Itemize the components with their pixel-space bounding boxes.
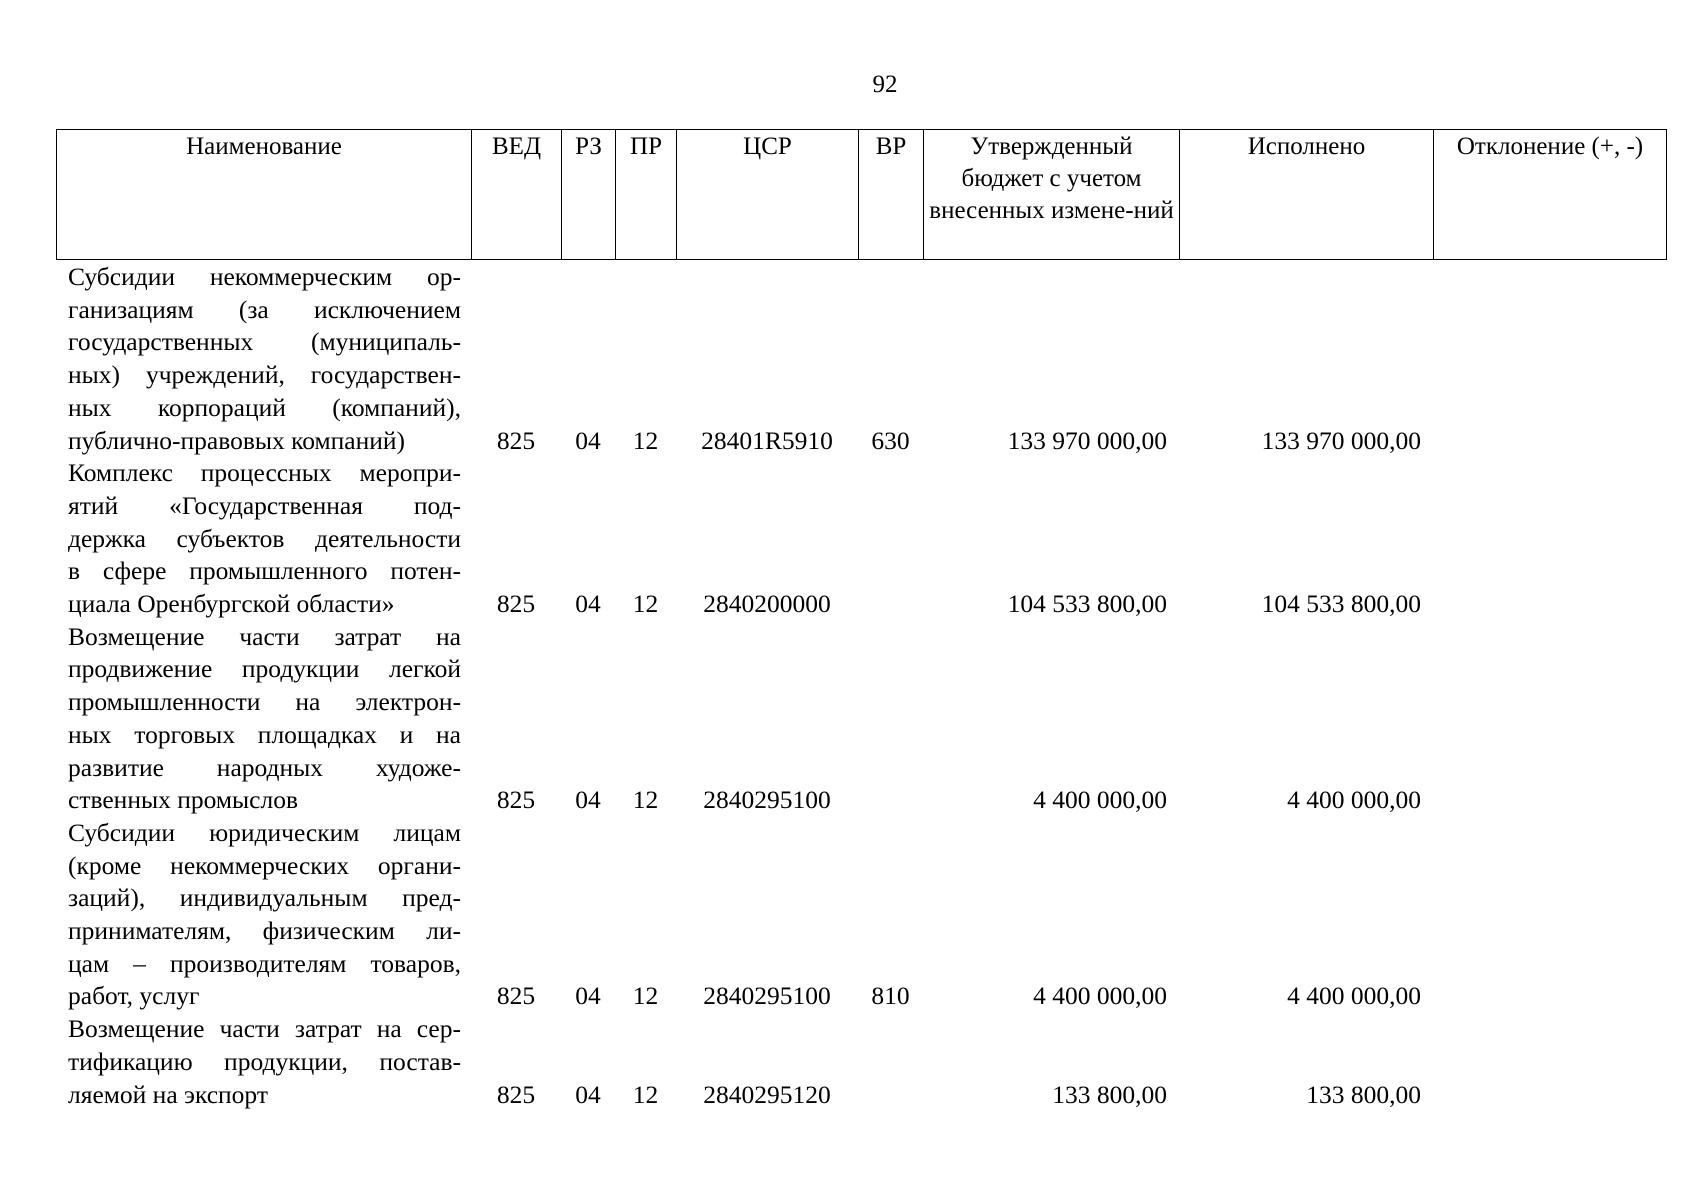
name-line: Субсидии некоммерческим ор- xyxy=(68,262,461,291)
table-row xyxy=(56,621,1666,817)
name-line: промышленности на электрон- xyxy=(68,687,461,717)
header-vr: ВР xyxy=(859,130,924,260)
cell-approved: 133 800,00 xyxy=(1052,1079,1167,1109)
table-row xyxy=(56,261,1666,457)
cell-ved: 825 xyxy=(496,589,536,619)
name-line: тификацию продукции, постав- xyxy=(68,1046,461,1076)
cell-ved: 825 xyxy=(496,981,536,1011)
table-row xyxy=(56,817,1666,1013)
cell-rz: 04 xyxy=(575,981,601,1011)
cell-pr: 12 xyxy=(632,425,659,455)
cell-pr: 12 xyxy=(632,589,659,619)
cell-name xyxy=(56,1013,471,1111)
cell-executed: 104 533 800,00 xyxy=(1261,589,1421,619)
header-csr: ЦСР xyxy=(677,130,859,260)
page-number: 92 xyxy=(872,71,898,98)
cell-approved: 4 400 000,00 xyxy=(1033,981,1167,1011)
cell-ved: 825 xyxy=(496,1079,536,1109)
cell-vr: 810 xyxy=(871,981,910,1011)
name-line: держка субъектов деятельности xyxy=(68,523,461,553)
table-header xyxy=(56,129,1667,260)
header-executed: Исполнено xyxy=(1180,130,1434,260)
name-line: цам – производителям товаров, xyxy=(68,948,461,978)
cell-vr: 630 xyxy=(871,425,910,455)
header-pr: ПР xyxy=(616,130,677,260)
table-row xyxy=(56,1013,1666,1111)
cell-csr: 2840295100 xyxy=(703,981,831,1011)
cell-executed: 4 400 000,00 xyxy=(1287,981,1421,1011)
cell-rz: 04 xyxy=(575,1079,601,1109)
name-line: продвижение продукции легкой xyxy=(68,654,461,684)
name-line: Субсидии юридическим лицам xyxy=(68,817,461,847)
header-approved: Утвержденный бюджет с учетом внесенных измене-ний xyxy=(924,130,1180,260)
cell-ved: 825 xyxy=(496,425,536,455)
name-line: (кроме некоммерческих органи- xyxy=(68,850,461,880)
name-line: ляемой на экспорт xyxy=(68,1079,268,1109)
header-ved: ВЕД xyxy=(472,130,562,260)
name-line: развитие народных художе- xyxy=(68,752,461,782)
cell-name xyxy=(56,621,471,817)
cell-pr: 12 xyxy=(632,1079,659,1109)
cell-approved: 133 970 000,00 xyxy=(1007,425,1167,455)
name-line: принимателям, физическим ли- xyxy=(68,916,461,946)
cell-csr: 2840295120 xyxy=(703,1079,831,1109)
name-line: циала Оренбургской области» xyxy=(68,589,395,619)
cell-csr: 28401R5910 xyxy=(701,425,833,455)
name-line: в сфере промышленного потен- xyxy=(68,556,461,586)
header-name: Наименование xyxy=(57,130,472,260)
table-row xyxy=(56,457,1666,621)
table-body xyxy=(56,261,1666,1111)
name-line: Возмещение части затрат на xyxy=(68,621,461,651)
header-rz: РЗ xyxy=(562,130,616,260)
cell-rz: 04 xyxy=(575,425,601,455)
name-line: Возмещение части затрат на сер- xyxy=(68,1014,461,1044)
cell-executed: 133 970 000,00 xyxy=(1261,425,1421,455)
cell-rz: 04 xyxy=(575,785,601,815)
cell-csr: 2840200000 xyxy=(703,589,831,619)
name-line: ятий «Государственная под- xyxy=(68,490,461,520)
cell-pr: 12 xyxy=(632,785,659,815)
cell-pr: 12 xyxy=(632,981,659,1011)
cell-approved: 104 533 800,00 xyxy=(1007,589,1167,619)
name-line: Комплекс процессных меропри- xyxy=(68,458,461,488)
cell-rz: 04 xyxy=(575,589,601,619)
cell-executed: 133 800,00 xyxy=(1306,1079,1421,1109)
name-line: ных) учреждений, государствен- xyxy=(68,360,461,390)
name-line: государственных (муниципаль- xyxy=(68,327,461,357)
cell-csr: 2840295100 xyxy=(703,785,831,815)
name-line: работ, услуг xyxy=(68,981,200,1011)
cell-ved: 825 xyxy=(496,785,536,815)
name-line: ных корпораций (компаний), xyxy=(68,392,461,422)
name-line: заций), индивидуальным пред- xyxy=(68,883,461,913)
cell-executed: 4 400 000,00 xyxy=(1287,785,1421,815)
name-line: публично-правовых компаний) xyxy=(68,425,406,455)
name-line: ных торговых площадках и на xyxy=(68,719,461,749)
name-line: ственных промыслов xyxy=(68,785,298,815)
cell-name xyxy=(56,817,471,1013)
cell-name xyxy=(56,457,471,621)
name-line: ганизациям (за исключением xyxy=(68,294,461,324)
cell-name xyxy=(56,261,471,457)
cell-approved: 4 400 000,00 xyxy=(1033,785,1167,815)
header-deviation: Отклонение (+, -) xyxy=(1434,130,1667,260)
